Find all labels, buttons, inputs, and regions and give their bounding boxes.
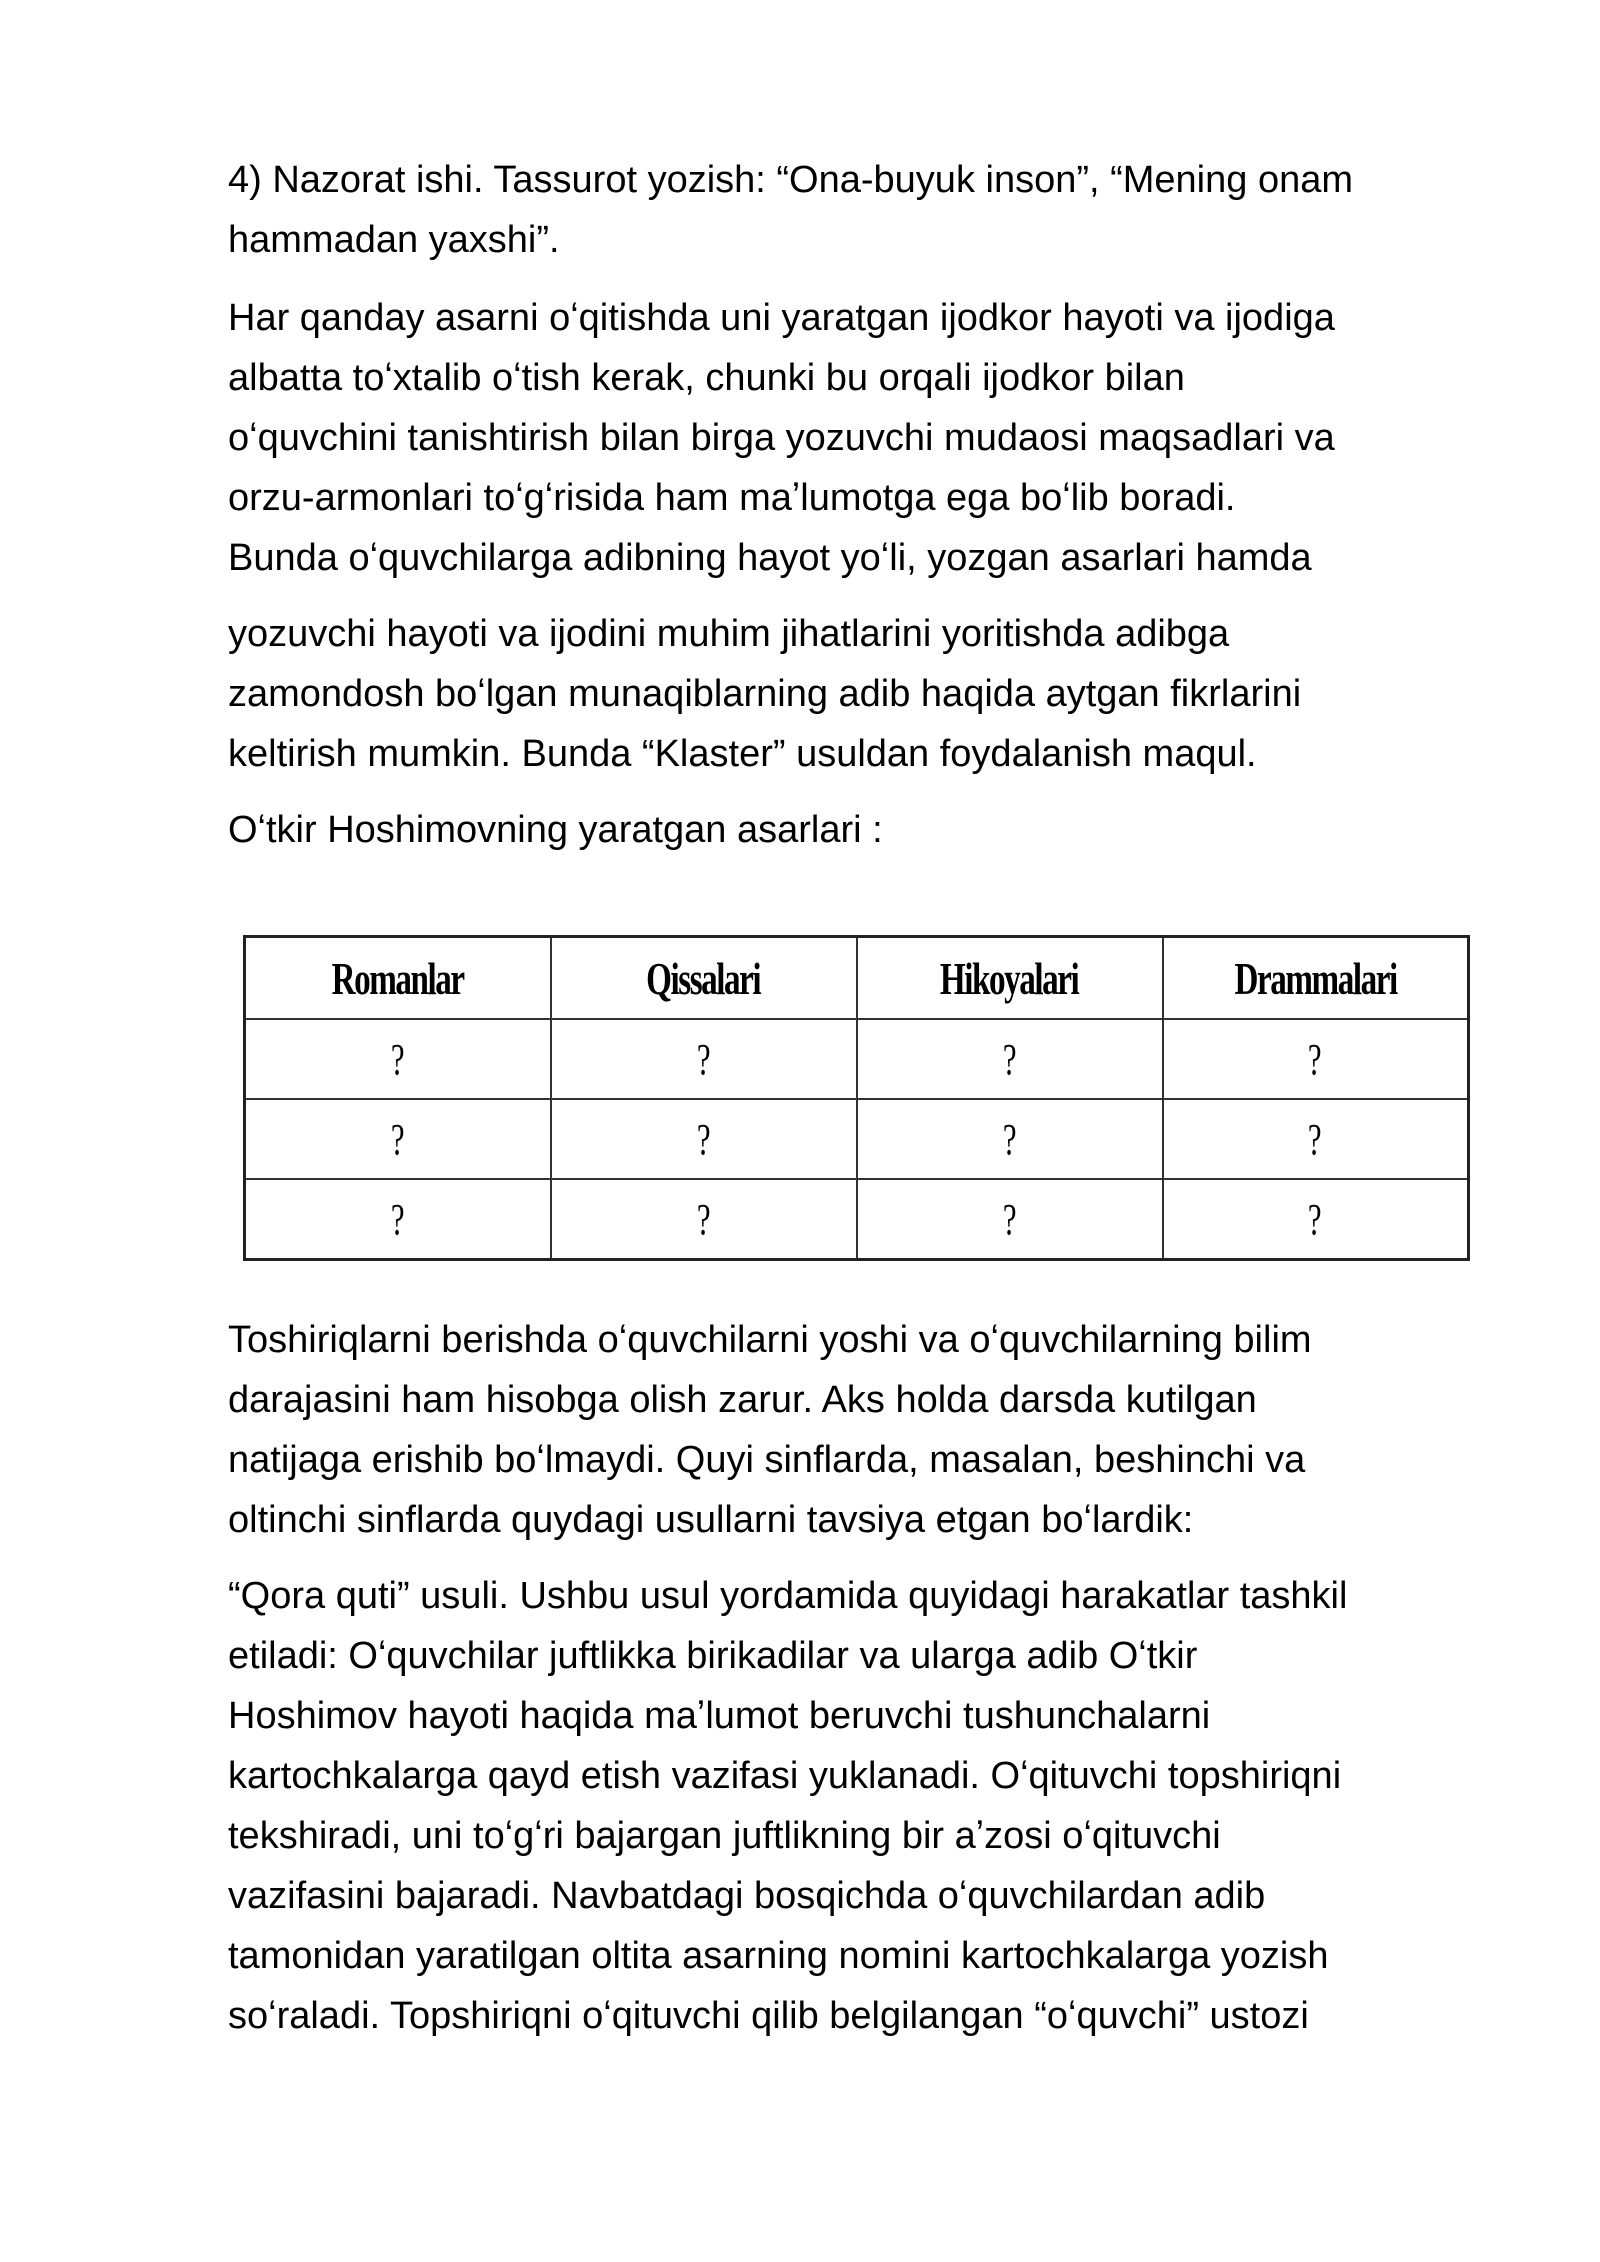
text-line: natijaga erishib boʻlmaydi. Quyi sinflarda, masalan, beshinchi va [228, 1439, 1306, 1481]
document-top-text [228, 150, 1478, 860]
table-row [245, 1179, 1469, 1260]
table-cell: ? [1163, 1099, 1469, 1179]
header-novels: Romanlar [245, 937, 551, 1020]
text-line: oltinchi sinflarda quydagi usullarni tavsiya etgan boʻlardik: [228, 1499, 1194, 1541]
text-line: zamondosh boʻlgan munaqiblarning adib haqida aytgan fikrlarini [228, 673, 1302, 715]
text-line: hammadan yaxshi”. [228, 219, 560, 261]
table-cell: ? [1163, 1019, 1469, 1099]
paragraph-black-box [228, 1566, 1478, 2046]
text-line: yozuvchi hayoti va ijodini muhim jihatlarini yoritishda adibga [228, 613, 1230, 655]
paragraph-cluster [228, 604, 1478, 784]
table-cell: ? [551, 1099, 857, 1179]
table-cell: ? [245, 1179, 551, 1260]
works-table [243, 935, 1470, 1261]
document-bottom-text [228, 1310, 1478, 2046]
header-dramas: Drammalari [1163, 937, 1469, 1020]
text-line: “Qora quti” usuli. Ushbu usul yordamida quyidagi harakatlar tashkil [228, 1575, 1348, 1617]
text-line: Bunda oʻquvchilarga adibning hayot yoʻli, yozgan asarlari hamda [228, 537, 1312, 579]
text-line: darajasini ham hisobga olish zarur. Aks holda darsda kutilgan [228, 1379, 1257, 1421]
table-row [245, 1019, 1469, 1099]
table-row [245, 1099, 1469, 1179]
table-cell: ? [857, 1099, 1163, 1179]
text-line: Toshiriqlarni berishda oʻquvchilarni yoshi va oʻquvchilarning bilim [228, 1319, 1312, 1361]
text-line: Hoshimov hayoti haqida maʼlumot beruvchi tushunchalarni [228, 1695, 1211, 1737]
text-line: 4) Nazorat ishi. Tassurot yozish: “Ona-buyuk inson”, “Mening onam [228, 159, 1354, 201]
paragraph-works-heading [228, 800, 1478, 860]
paragraph-assignment [228, 150, 1478, 270]
text-line: tamonidan yaratilgan oltita asarning nomini kartochkalarga yozish [228, 1935, 1329, 1977]
paragraph-intro [228, 288, 1478, 588]
text-line: etiladi: Oʻquvchilar juftlikka birikadilar va ularga adib Oʻtkir [228, 1635, 1198, 1677]
paragraph-age-consideration [228, 1310, 1478, 1550]
text-line: orzu-armonlari toʻgʻrisida ham maʼlumotga ega boʻlib boradi. [228, 477, 1236, 519]
text-line: Har qanday asarni oʻqitishda uni yaratgan ijodkor hayoti va ijodiga [228, 297, 1335, 339]
table-cell: ? [551, 1179, 857, 1260]
table-cell: ? [1163, 1179, 1469, 1260]
text-line: keltirish mumkin. Bunda “Klaster” usuldan foydalanish maqul. [228, 733, 1257, 775]
text-line: vazifasini bajaradi. Navbatdagi bosqichda oʻquvchilardan adib [228, 1875, 1266, 1917]
text-line: tekshiradi, uni toʻgʻri bajargan juftlikning bir aʼzosi oʻqituvchi [228, 1815, 1221, 1857]
header-stories: Hikoyalari [857, 937, 1163, 1020]
table-cell: ? [857, 1179, 1163, 1260]
text-line: kartochkalarga qayd etish vazifasi yuklanadi. Oʻqituvchi topshiriqni [228, 1755, 1342, 1797]
text-line: Oʻtkir Hoshimovning yaratgan asarlari : [228, 809, 883, 851]
table-cell: ? [245, 1019, 551, 1099]
text-line: albatta toʻxtalib oʻtish kerak, chunki bu orqali ijodkor bilan [228, 357, 1185, 399]
table-cell: ? [245, 1099, 551, 1179]
text-line: oʻquvchini tanishtirish bilan birga yozuvchi mudaosi maqsadlari va [228, 417, 1335, 459]
text-line: soʻraladi. Topshiriqni oʻqituvchi qilib belgilangan “oʻquvchi” ustozi [228, 1995, 1309, 2037]
works-table-container [243, 935, 1470, 1255]
header-novellas: Qissalari [551, 937, 857, 1020]
table-cell: ? [551, 1019, 857, 1099]
table-header-row [245, 937, 1469, 1020]
table-cell: ? [857, 1019, 1163, 1099]
